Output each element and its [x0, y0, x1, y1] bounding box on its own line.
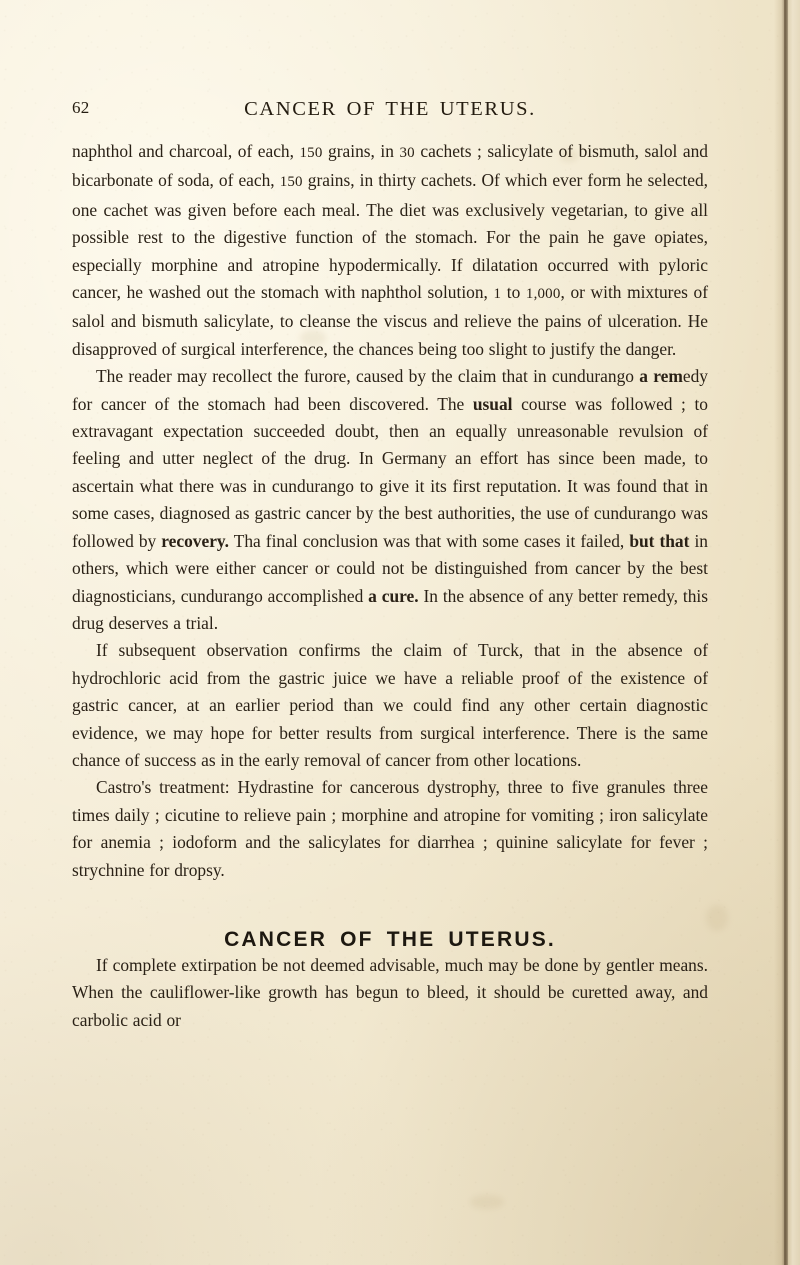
paper-foxing-spot	[706, 905, 728, 931]
running-head-title: CANCER OF THE UTERUS.	[244, 98, 536, 120]
emphasised-text: usual	[472, 393, 513, 414]
running-head	[72, 98, 708, 124]
section-heading: CANCER OF THE UTERUS.	[224, 927, 556, 951]
paragraph: If subsequent observation confirms the claim of Turck, that in the absence of hydrochloric acid from the gastric juice we have a reliable proof of the existence of gastric cancer, at an earlier period than we could find any other certain diagnostic evidence, we may hope for better results from surgical interference. There is the same chance of success as in the early removal of cancer from other locations.	[72, 640, 708, 770]
old-style-figure: 1	[493, 286, 502, 303]
paper-foxing-spot	[470, 1195, 504, 1209]
emphasised-text: recovery.	[161, 530, 230, 551]
paragraph: Castro's treatment: Hydrastine for cancerous dystrophy, three to five granules three times daily ; cicutine to relieve pain ; morphine and atropine for vomiting ; iron salicylate for anemia ; iodoform and the salicylates for diarrhea ; quinine salicylate for fever ; strychnine for dropsy.	[72, 777, 708, 880]
page-edge-line	[784, 0, 786, 1265]
emphasised-text: a rem	[639, 366, 683, 387]
page-gutter-shadow	[774, 0, 800, 1265]
paragraph: If complete extirpation be not deemed advisable, much may be done by gentler means. When the cauliflower-like growth has begun to bleed, it should be curetted away, and carbolic acid or	[72, 954, 708, 1030]
emphasised-text: a cure.	[368, 585, 419, 606]
paragraph: naphthol and charcoal, of each, 150 grains, in 30 cachets ; salicylate of bismuth, salol and bicarbonate of soda, of each, 150 grains, in thirty cachets. Of which ever form he selected, one cachet was given before each meal. The diet was exclusively vegetarian, to give all possible rest to the digestive function of the stomach. For the pain he gave opiates, especially morphine and atropine hypodermically. If dilatation occurred with pyloric cancer, he washed out the stomach with naphthol solution, 1 to 1,000, or with mixtures of salol and bismuth salicylate, to cleanse the viscus and relieve the pains of ulceration. He disapproved of surgical interference, the chances being too slight to justify the danger.	[72, 141, 709, 359]
paragraph: The reader may recollect the furore, caused by the claim that in cundurango a remedy for cancer of the stomach had been discovered. The usual course was followed ; to extravagant expectation succeeded doubt, then an equally unreasonable revulsion of feeling and utter neglect of the drug. In Germany an effort has since been made, to ascertain what there was in cundurango to give it its first reputation. It was found that in some cases, diagnosed as gastric cancer by the best authorities, the use of cundurango was followed by recovery. Tha final conclusion was that with some cases it failed, but that in others, which were either cancer or could not be distinguished from cancer by the best diagnosticians, cundurango accomplished a cure. In the absence of any better remedy, this drug deserves a trial.	[72, 366, 709, 633]
text-block	[72, 0, 708, 1034]
old-style-figure: 150	[279, 174, 303, 191]
old-style-figure: 1,000	[525, 286, 561, 303]
page-number: 62	[72, 98, 90, 117]
old-style-figure: 150	[299, 145, 323, 161]
old-style-figure: 30	[399, 145, 415, 161]
emphasised-text: but that	[629, 530, 690, 551]
